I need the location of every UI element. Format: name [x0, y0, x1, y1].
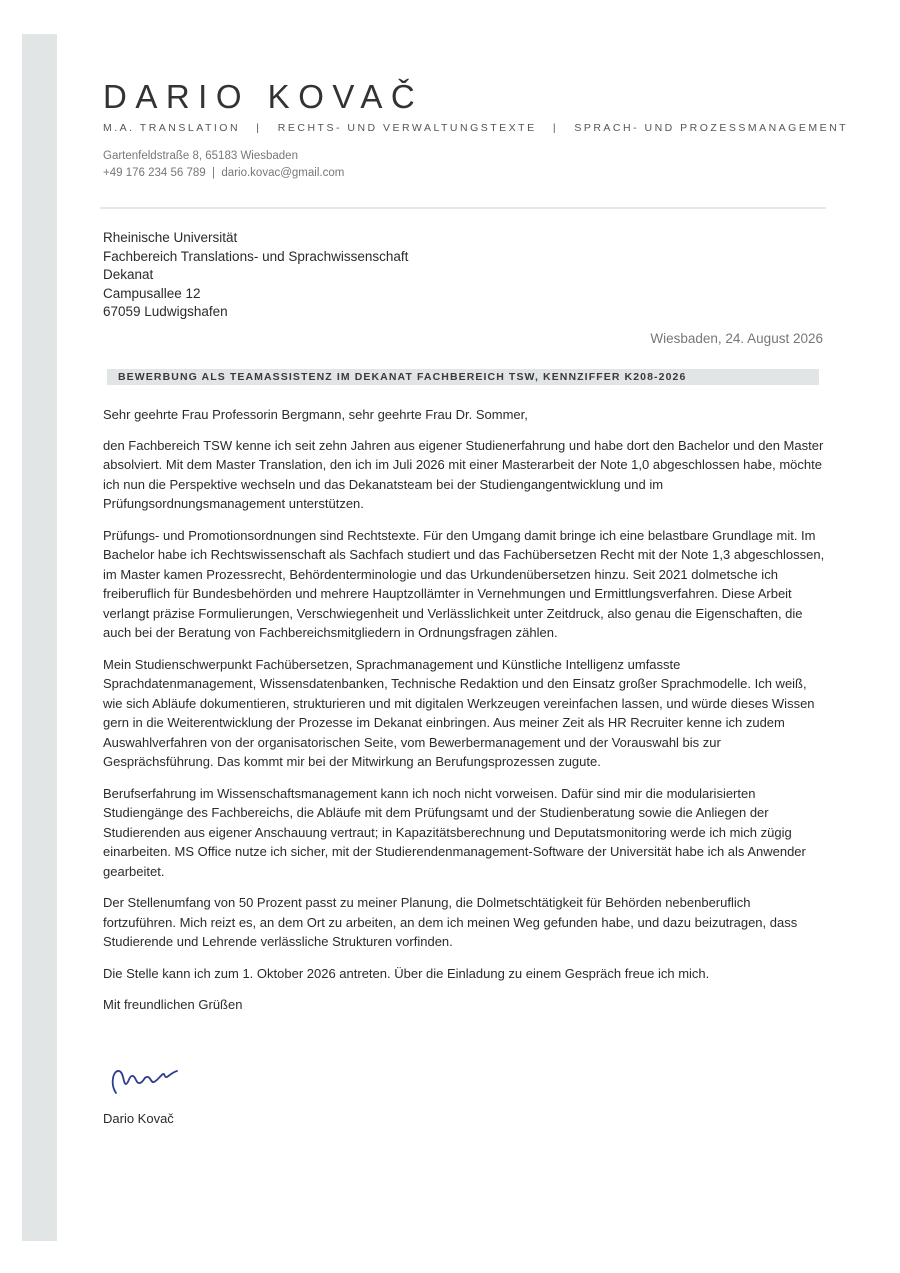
- applicant-name: DARIO KOVAČ: [103, 78, 424, 115]
- body-paragraph: Berufserfahrung im Wissenschaftsmanagement kann ich noch nicht vorweisen. Dafür sind mir die modularisierten Studiengänge des Fachbereichs, die Abläufe mit dem Prüfungsamt und der Studienberatung sowie die Anliegen der Studierenden aus eigener Anschauung vertraut; in Kapazitätsberechnung und Deputatsmonitoring werde ich mich zügig einarbeiten. MS Office nutze ich sicher, mit der Studierendenmanagement-Software der Universität habe ich als Anwender gearbeitet.: [103, 785, 806, 879]
- subject-line: BEWERBUNG ALS TEAMASSISTENZ IM DEKANAT FACHBEREICH TSW, KENNZIFFER K208-2026: [107, 369, 819, 385]
- applicant-subtitle-text: M.A. TRANSLATION | RECHTS- UND VERWALTUNGSTEXTE | SPRACH- UND PROZESSMANAGEMENT: [103, 122, 849, 134]
- signer-name: Dario Kovač: [103, 1111, 174, 1126]
- recipient-address: [103, 229, 408, 322]
- signature-stroke: [113, 1071, 177, 1093]
- letter-body: [103, 405, 825, 1027]
- contact-block: [103, 148, 344, 182]
- recipient-line: Fachbereich Translations- und Sprachwissenschaft: [103, 248, 409, 264]
- contact-phone-email: [103, 165, 344, 182]
- decorative-side-bar: [22, 34, 57, 1241]
- recipient-line: Campusallee 12: [103, 285, 201, 301]
- header-divider: [100, 207, 826, 209]
- contact-address: Gartenfeldstraße 8, 65183 Wiesbaden: [103, 150, 298, 162]
- contact-phone-email-text: +49 176 234 56 789 | dario.kovac@gmail.com: [103, 167, 345, 179]
- body-paragraph: Prüfungs- und Promotionsordnungen sind Rechtstexte. Für den Umgang damit bringe ich eine belastbare Grundlage mit. Im Bachelor habe ich Rechtswissenschaft als Sachfach studiert und das Fachübersetzen Recht mit der Note 1,3 abgeschlossen, im Master kamen Prozessrecht, Behördenterminologie und das Urkundenübersetzen hinzu. Seit 2021 dolmetsche ich freiberuflich für Bundesbehörden und mehrere Hauptzollämter in Vernehmungen und Ermittlungsverfahren. Diese Arbeit verlangt präzise Formulierungen, Verschwiegenheit und Verlässlichkeit unter Zeitdruck, also genau die Eigenschaften, die auch bei der Beratung von Fachbereichsmitgliedern in Ordnungsfragen zählen.: [103, 527, 825, 640]
- recipient-line: 67059 Ludwigshafen: [103, 304, 228, 319]
- closing: Mit freundlichen Grüßen: [103, 997, 243, 1012]
- recipient-line: Rheinische Universität: [103, 230, 238, 245]
- recipient-line: Dekanat: [103, 267, 154, 282]
- letter-date: Wiesbaden, 24. August 2026: [650, 331, 823, 346]
- body-paragraph: Die Stelle kann ich zum 1. Oktober 2026 antreten. Über die Einladung zu einem Gespräch freue ich mich.: [103, 965, 710, 981]
- body-paragraph: Mein Studienschwerpunkt Fachübersetzen, Sprachmanagement und Künstliche Intelligenz umfasste Sprachdatenmanagement, Wissensdatenbanken, Technische Redaktion und den Einsatz großer Sprachmodelle. Ich weiß, wie sich Abläufe dokumentieren, strukturieren und mit digitalen Werkzeugen vereinfachen lassen, und würde dieses Wissen gern in die Weiterentwicklung der Prozesse im Dekanat einbringen. Aus meiner Zeit als HR Recruiter kenne ich zudem Auswahlverfahren von der organisatorischen Seite, vom Bewerbermanagement und der Vorauswahl bis zur Gesprächsführung. Das kommt mir bei der Mitwirkung an Berufungsprozessen zugute.: [103, 656, 815, 769]
- salutation: Sehr geehrte Frau Professorin Bergmann, sehr geehrte Frau Dr. Sommer,: [103, 407, 528, 422]
- applicant-subtitle: [103, 122, 848, 134]
- body-paragraph: Der Stellenumfang von 50 Prozent passt zu meiner Planung, die Dolmetschtätigkeit für Behörden nebenberuflich fortzuführen. Mich reizt es, an dem Ort zu arbeiten, an dem ich meinen Weg gefunden habe, und dazu beizutragen, dass Studierende und Lehrende verlässliche Strukturen vorfinden.: [103, 895, 798, 949]
- body-paragraph: den Fachbereich TSW kenne ich seit zehn Jahren aus eigener Studienerfahrung und habe dort den Bachelor und den Master absolviert. Mit dem Master Translation, den ich im Juli 2026 mit einer Masterarbeit der Note 1,0 abgeschlossen habe, möchte ich nun die Perspektive wechseln und das Dekanatsteam bei der Studiengangentwicklung und im Prüfungsordnungsmanagement unterstützen.: [103, 437, 824, 511]
- handwritten-signature: [107, 1062, 187, 1098]
